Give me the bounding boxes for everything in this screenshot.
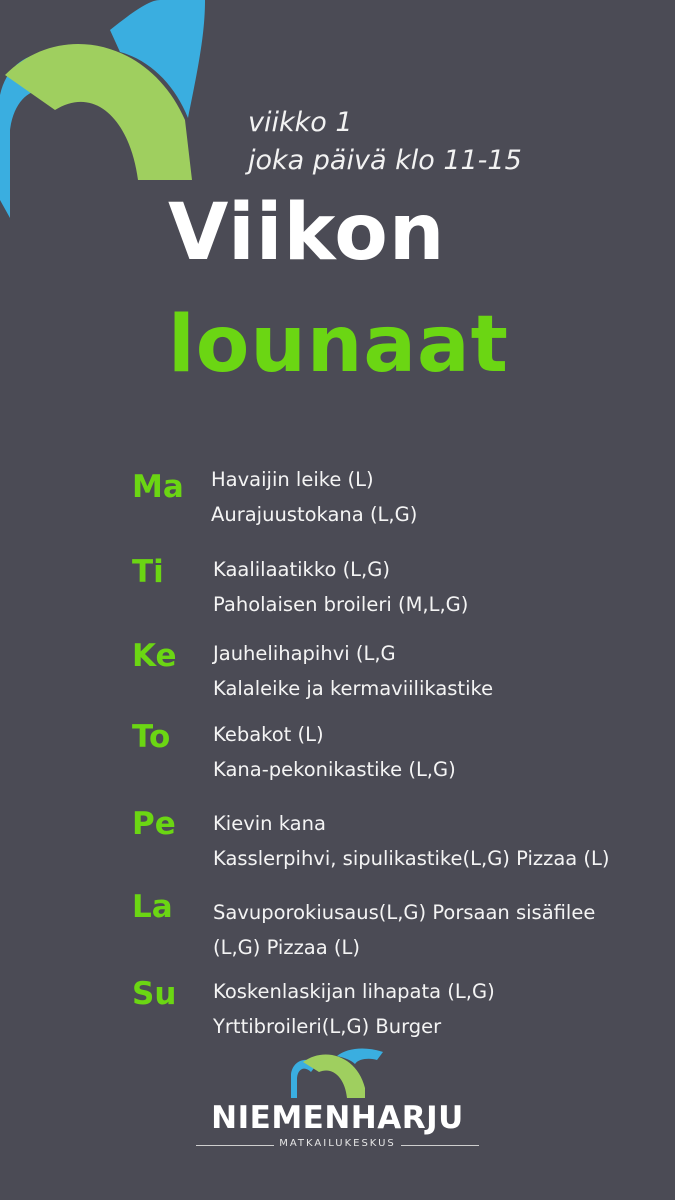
- dish: Paholaisen broileri (M,L,G): [213, 593, 469, 616]
- day-items: [213, 895, 595, 965]
- brand-tagline: MATKAILUKESKUS: [279, 1138, 396, 1149]
- opening-hours: joka päivä klo 11-15: [248, 145, 522, 176]
- day-items: [213, 636, 493, 706]
- day-abbr: Su: [132, 976, 177, 1012]
- day-items: [213, 552, 468, 622]
- dish: Yrttibroileri(L,G) Burger: [213, 1015, 442, 1038]
- dish: Savuporokiusaus(L,G) Porsaan sisäfilee: [213, 901, 596, 924]
- title-line-2: lounaat: [168, 300, 509, 390]
- dish: Jauhelihapihvi (L,G: [213, 642, 396, 665]
- dish: Kana-pekonikastike (L,G): [213, 758, 456, 781]
- dish: Kalaleike ja kermaviilikastike: [213, 677, 494, 700]
- dish: Kebakot (L): [213, 723, 324, 746]
- dish: Kaalilaatikko (L,G): [213, 558, 390, 581]
- dish: Kievin kana: [213, 812, 326, 835]
- day-items: [213, 806, 610, 876]
- day-items: [213, 717, 456, 787]
- dish: Koskenlaskijan lihapata (L,G): [213, 980, 495, 1003]
- divider-right: [401, 1145, 479, 1146]
- day-items: [211, 462, 417, 532]
- dish: Aurajuustokana (L,G): [211, 503, 418, 526]
- dish: Havaijin leike (L): [211, 468, 374, 491]
- week-info: [248, 104, 522, 180]
- title-line-1: Viikon: [168, 188, 446, 278]
- day-abbr: Ke: [132, 638, 177, 674]
- brand-name: NIEMENHARJU: [211, 1100, 464, 1136]
- dish: (L,G) Pizzaa (L): [213, 936, 360, 959]
- niemenharju-logo-icon: [285, 1048, 389, 1100]
- day-items: [213, 974, 495, 1044]
- day-abbr: Ma: [132, 469, 184, 505]
- day-abbr: To: [132, 719, 171, 755]
- dish: Kasslerpihvi, sipulikastike(L,G) Pizzaa (L): [213, 847, 610, 870]
- day-abbr: Pe: [132, 806, 176, 842]
- day-abbr: La: [132, 889, 173, 925]
- week-number: viikko 1: [248, 107, 353, 138]
- brand-tagline-row: [196, 1138, 479, 1154]
- day-abbr: Ti: [132, 554, 164, 590]
